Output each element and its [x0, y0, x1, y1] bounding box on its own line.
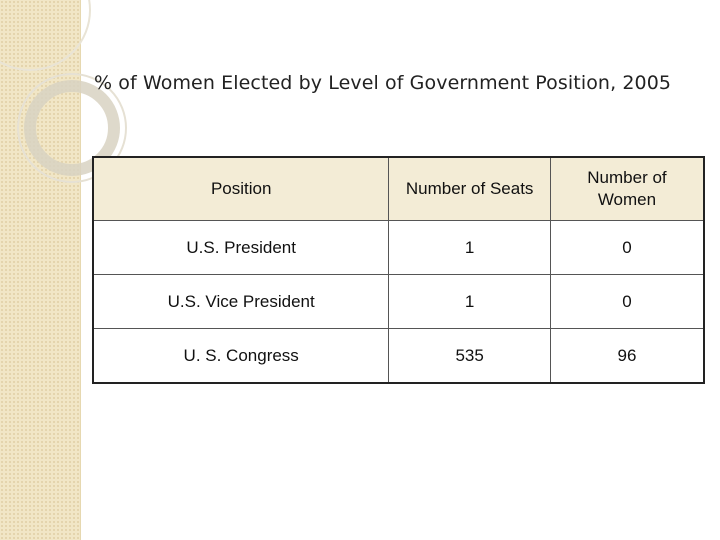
- cell-position: U.S. President: [93, 221, 389, 275]
- cell-women: 96: [550, 329, 704, 384]
- cell-position: U.S. Vice President: [93, 275, 389, 329]
- cell-seats: 535: [389, 329, 551, 384]
- table-row: [93, 221, 704, 275]
- cell-women: 0: [550, 275, 704, 329]
- header-position: Position: [93, 157, 389, 221]
- cell-women: 0: [550, 221, 704, 275]
- header-number-of-women: Number of Women: [550, 157, 704, 221]
- women-elected-table: [92, 156, 705, 384]
- table-header-row: [93, 157, 704, 221]
- slide-title: % of Women Elected by Level of Government Position, 2005: [94, 72, 672, 94]
- header-number-of-seats: Number of Seats: [389, 157, 551, 221]
- table-row: [93, 329, 704, 384]
- cell-seats: 1: [389, 221, 551, 275]
- cell-seats: 1: [389, 275, 551, 329]
- table-row: [93, 275, 704, 329]
- ring-large-outline: [0, 0, 90, 70]
- cell-position: U. S. Congress: [93, 329, 389, 384]
